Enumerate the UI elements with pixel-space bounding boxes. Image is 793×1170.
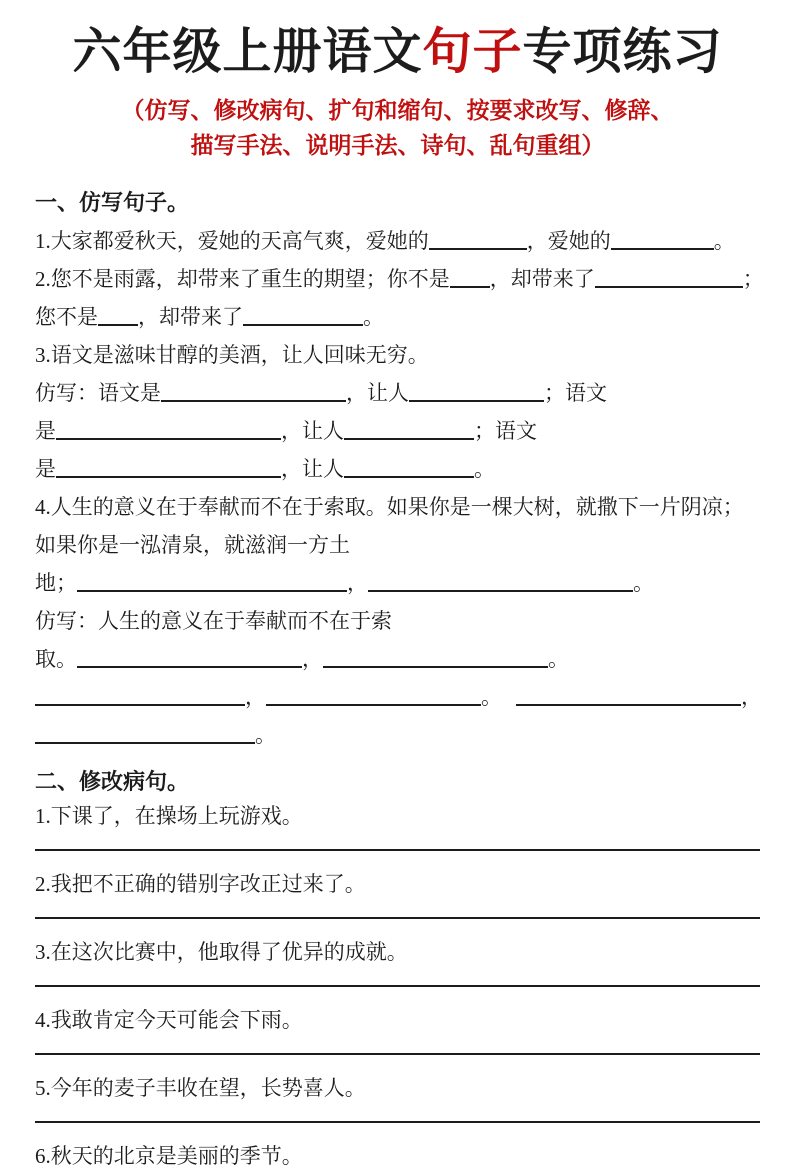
fill-in-blank [77,575,347,592]
section-2-heading: 二、修改病句。 [35,768,190,794]
item-3-text-7: 是 [35,456,56,481]
item-4-line-2: 如果你是一泓清泉，就滋润一方土 [35,532,350,557]
item-3-text-5: ，让人 [281,418,344,443]
sentence-item: 5.今年的麦子丰收在望，长势喜人。 [35,1075,366,1100]
item-1-text-3: 。 [713,228,735,253]
item-4-text-3: 。 [633,570,654,595]
item-4-text-8: 。 [481,684,502,709]
item-2-text-3: ； [742,266,764,291]
sentence-item: 1.下课了，在操场上玩游戏。 [35,803,303,828]
item-4-line-4: 仿写：人生的意义在于奉献而不在于索 [35,608,392,633]
sentence-item: 3.在这次比赛中，他取得了优异的成就。 [35,939,408,964]
fill-in-blank [429,233,527,250]
fill-in-blank [243,309,363,326]
fill-in-blank [368,575,633,592]
subtitle-line-2: 描写手法、说明手法、诗句、乱句重组） [190,132,605,158]
item-3-line-3 [35,412,760,450]
answer-line [35,1121,760,1123]
item-2-text-1: 2.您不是雨露，却带来了重生的期望；你不是 [35,266,450,291]
item-4-text-7: ， [245,684,266,709]
answer-line [35,985,760,987]
fill-in-blank [77,651,302,668]
item-4-text-2: ， [347,570,368,595]
fill-in-blank [344,423,474,440]
item-1-line [35,222,760,260]
sentence-item: 6.秋天的北京是美丽的季节。 [35,1143,303,1168]
fill-in-blank [611,233,714,250]
item-2-text-5: ，却带来了 [138,304,243,329]
item-4-text-1: 地； [35,570,77,595]
fill-in-blank [323,651,548,668]
subtitle [35,94,760,163]
item-3-text-9: 。 [474,456,495,481]
item-2-text-6: 。 [363,304,384,329]
fill-in-blank [595,271,743,288]
title-highlight: 句子 [422,24,523,79]
item-4-line-5 [35,640,760,678]
item-3-text-8: ，让人 [281,456,344,481]
fill-in-blank [161,385,346,402]
item-3-line-1: 3.语文是滋味甘醇的美酒，让人回味无穷。 [35,342,429,367]
item-2-text-2: ，却带来了 [489,266,595,291]
item-3-text-3: ；语文 [544,380,607,405]
page-title [35,24,760,80]
answer-line [35,917,760,919]
item-3-line-4 [35,450,760,488]
sentence-item: 4.我敢肯定今天可能会下雨。 [35,1007,303,1032]
fill-in-blank [56,423,281,440]
item-4-text-9: ， [741,684,762,709]
title-suffix: 专项练习 [522,24,723,79]
answer-line [35,849,760,851]
fill-in-blank [35,689,245,706]
fill-in-blank [266,689,481,706]
section-1-heading: 一、仿写句子。 [35,190,190,216]
fill-in-blank [98,309,138,326]
item-4-text-4: 取。 [35,646,77,671]
sentence-item: 2.我把不正确的错别字改正过来了。 [35,871,366,896]
item-4-line-7 [35,716,760,754]
answer-line [35,1053,760,1055]
item-2-line-1 [35,260,764,298]
item-4-line-1: 4.人生的意义在于奉献而不在于索取。如果你是一棵大树，就撒下一片阴凉； [35,494,744,519]
item-2-line-2 [35,298,760,336]
fill-in-blank [450,271,490,288]
item-2-text-4: 您不是 [35,304,98,329]
fill-in-blank [409,385,544,402]
item-4-line-3 [35,564,760,602]
item-3-text-1: 仿写：语文是 [35,380,161,405]
item-3-text-2: ，让人 [346,380,409,405]
item-1-text-2: ，爱她的 [526,228,611,253]
item-3-text-6: ；语文 [474,418,537,443]
item-4-text-6: 。 [548,646,569,671]
item-3-text-4: 是 [35,418,56,443]
fill-in-blank [516,689,741,706]
subtitle-line-1: （仿写、修改病句、扩句和缩句、按要求改写、修辞、 [121,98,674,124]
fill-in-blank [56,461,281,478]
fill-in-blank [35,727,255,744]
fill-in-blank [344,461,474,478]
item-4-line-6 [35,678,760,716]
item-1-text-1: 1.大家都爱秋天，爱她的天高气爽，爱她的 [35,228,429,253]
item-4-text-5: ， [302,646,323,671]
item-4-text-10: 。 [255,722,276,747]
item-3-line-2 [35,374,760,412]
title-prefix: 六年级上册语文 [72,24,423,79]
